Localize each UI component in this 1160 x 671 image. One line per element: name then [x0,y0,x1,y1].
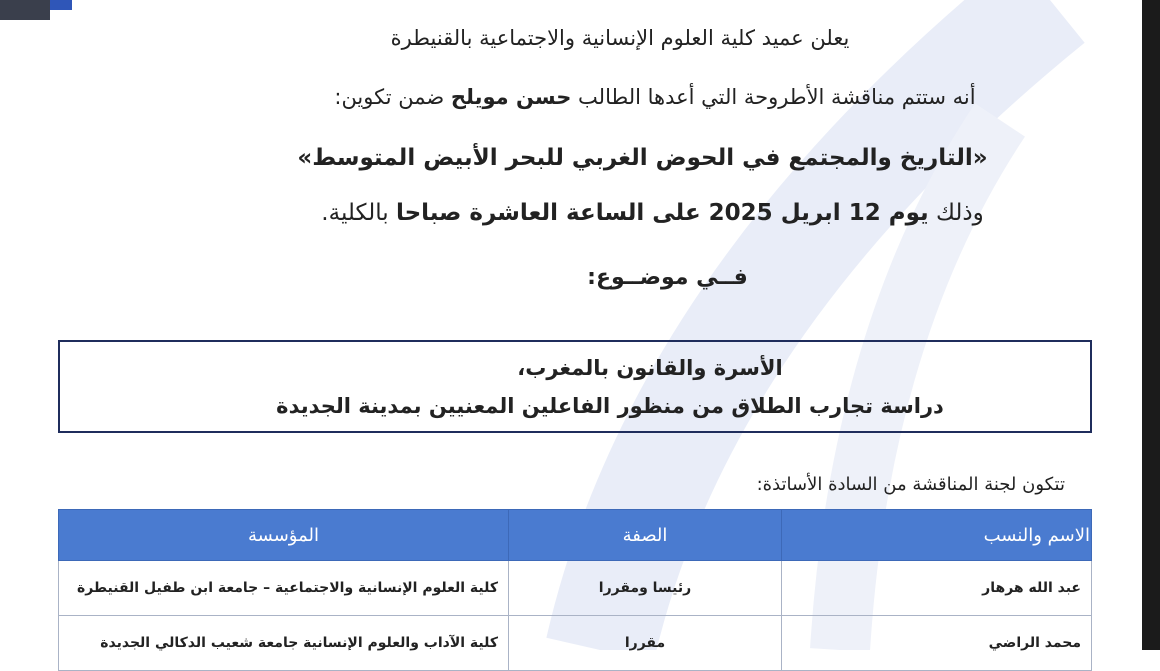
header-institution: المؤسسة [59,510,509,561]
header-fragment [0,0,50,20]
thesis-topic-subtitle: دراسة تجارب الطلاق من منظور الفاعلين المعنيين بمدينة الجديدة [276,394,944,418]
topic-heading: فــي موضــوع: [587,265,748,290]
announcement-line-student [0,85,1160,109]
program-title: «التاريخ والمجتمع في الحوض الغربي للبحر الأبيض المتوسط» [297,145,988,171]
announcement-line-dean: يعلن عميد كلية العلوم الإنسانية والاجتماعية بالقنيطرة [390,26,850,50]
member-role: مقررا [509,616,782,671]
member-name: عبد الله هرهار [782,561,1092,616]
member-institution: كلية الآداب والعلوم الإنسانية جامعة شعيب الدكالي الجديدة [59,616,509,671]
student-suffix: ضمن تكوين: [334,85,451,109]
student-prefix: أنه ستتم مناقشة الأطروحة التي أعدها الطالب [571,85,976,109]
header-role: الصفة [509,510,782,561]
date-suffix: بالكلية. [321,200,396,226]
member-role: رئيسا ومقررا [509,561,782,616]
committee-table [58,509,1092,671]
thesis-topic-box [58,340,1092,433]
committee-intro: تتكون لجنة المناقشة من السادة الأساتذة: [756,474,1065,495]
table-row [59,561,1092,616]
defense-date-line [0,200,1160,226]
header-name: الاسم والنسب [782,510,1092,561]
table-row [59,616,1092,671]
thesis-topic-title: الأسرة والقانون بالمغرب، [517,356,783,380]
date-prefix: وذلك [928,200,984,226]
table-header-row [59,510,1092,561]
student-name: حسن مويلح [450,85,572,109]
defense-date: يوم 12 ابريل 2025 على الساعة العاشرة صباحا [395,200,929,226]
member-institution: كلية العلوم الإنسانية والاجتماعية – جامعة ابن طفيل القنيطرة [59,561,509,616]
header-fragment-accent [50,0,72,10]
member-name: محمد الراضي [782,616,1092,671]
